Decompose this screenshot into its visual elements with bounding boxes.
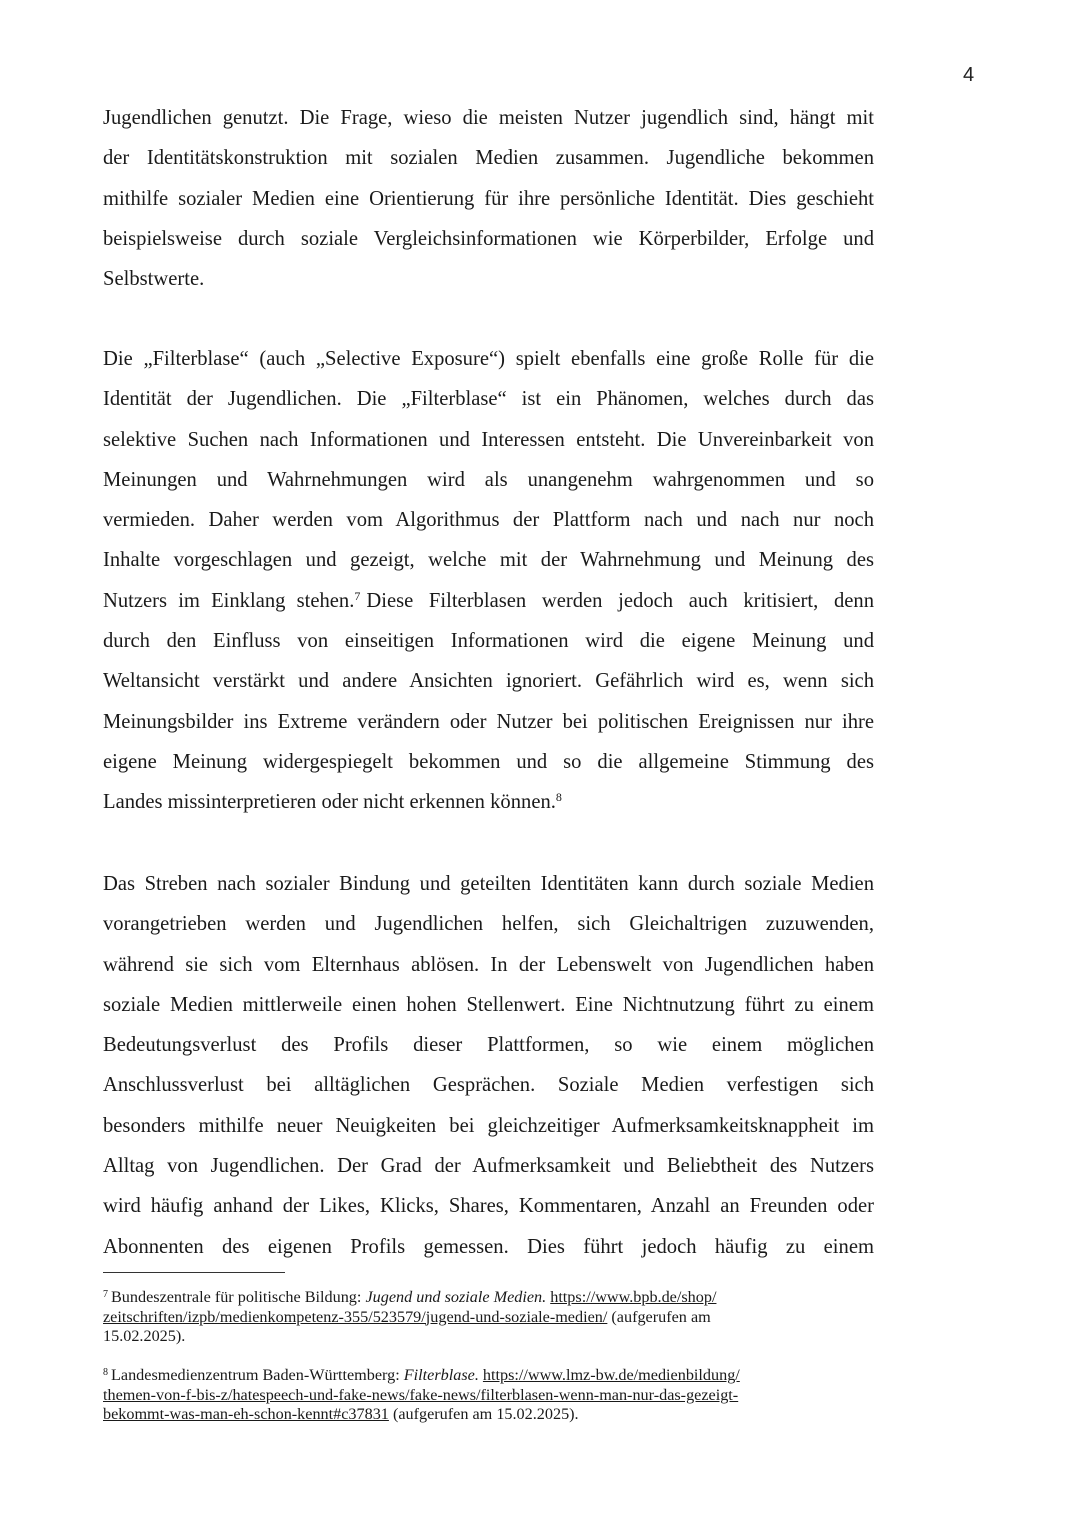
footnote-link[interactable]: zeitschriften/izpb/medienkompetenz-355/523579/jugend-und-soziale-medien/ xyxy=(103,1307,608,1326)
text-line: Weltansicht verstärkt und andere Ansichten ignoriert. Gefährlich wird es, wenn sich xyxy=(103,670,874,693)
footnote-accessed: (aufgerufen am 15.02.2025). xyxy=(392,1405,579,1423)
text-line: Abonnenten des eigenen Profils gemessen. Dies führt jedoch häufig zu einem xyxy=(103,1235,874,1258)
page-number: 4 xyxy=(963,64,975,86)
text-line: mithilfe sozialer Medien eine Orientierung für ihre persönliche Identität. Dies geschieht xyxy=(103,187,874,210)
footnote-line xyxy=(103,1308,823,1328)
footnote-title: Jugend und soziale Medien. xyxy=(365,1288,547,1306)
footnote-link[interactable]: themen-von-f-bis-z/hatespeech-und-fake-news/fake-news/filterblasen-wenn-man-nur-das-gezeigt- xyxy=(103,1385,739,1404)
footnote-line xyxy=(103,1327,823,1347)
footnote-source: Landesmedienzentrum Baden-Württemberg: xyxy=(111,1366,400,1384)
text-line: Das Streben nach sozialer Bindung und geteilten Identitäten kann durch soziale Medien xyxy=(103,873,874,895)
text-line: Alltag von Jugendlichen. Der Grad der Aufmerksamkeit und Beliebtheit des Nutzers xyxy=(103,1155,874,1178)
footnote-7 xyxy=(103,1288,823,1347)
text-line: Die „Filterblase“ (auch „Selective Exposure“) spielt ebenfalls eine große Rolle für die xyxy=(103,348,874,370)
footnote-source: Bundeszentrale für politische Bildung: xyxy=(111,1288,362,1306)
text-line: soziale Medien mittlerweile einen hohen Stellenwert. Eine Nichtnutzung führt zu einem xyxy=(103,993,874,1016)
text-line: vorangetrieben werden und Jugendlichen helfen, sich Gleichaltrigen zuzuwenden, xyxy=(103,913,874,936)
footnote-link[interactable]: https://www.lmz-bw.de/medienbildung/ xyxy=(482,1366,740,1384)
text-line: durch den Einfluss von einseitigen Informationen wird die eigene Meinung und xyxy=(103,630,874,653)
text-line: Identität der Jugendlichen. Die „Filterblase“ ist ein Phänomen, welches durch das xyxy=(103,388,874,411)
footnote-accessed: (aufgerufen am xyxy=(611,1307,711,1326)
footnote-accessed-date: 15.02.2025). xyxy=(103,1327,186,1345)
footnote-line xyxy=(103,1288,823,1308)
text-line: Bedeutungsverlust des Profils dieser Plattformen, so wie einem möglichen xyxy=(103,1034,874,1057)
text-line: selektive Suchen nach Informationen und Interessen entsteht. Die Unvereinbarkeit von xyxy=(103,428,874,451)
text-line: Nutzers im Einklang stehen.$^7$ Diese Filterblasen werden jedoch auch kritisiert, denn xyxy=(103,588,874,612)
footnote-separator xyxy=(103,1272,285,1273)
footnote-link[interactable]: https://www.bpb.de/shop/ xyxy=(550,1288,717,1306)
text-line: wird häufig anhand der Likes, Klicks, Shares, Kommentaren, Anzahl an Freunden oder xyxy=(103,1195,874,1218)
text-line: der Identitätskonstruktion mit sozialen Medien zusammen. Jugendliche bekommen xyxy=(103,147,874,170)
footnote-marker: 8 xyxy=(103,1367,108,1378)
text-line: Inhalte vorgeschlagen und gezeigt, welche mit der Wahrnehmung und Meinung des xyxy=(103,549,874,572)
footnote-ref-7[interactable]: 7 xyxy=(354,588,361,603)
footnote-line xyxy=(103,1386,823,1406)
paragraph-filterblase xyxy=(103,339,874,823)
text-line: Landes missinterpretieren oder nicht erkennen können.$^8$ xyxy=(103,790,562,814)
paragraph-identity xyxy=(103,98,874,299)
text-line: beispielsweise durch soziale Vergleichsinformationen wie Körperbilder, Erfolge und xyxy=(103,227,874,250)
text-line: Selbstwerte. xyxy=(103,268,205,291)
text-line: Meinungsbilder ins Extreme verändern oder Nutzer bei politischen Ereignissen nur ihre xyxy=(103,710,874,733)
footnote-line xyxy=(103,1366,823,1386)
text-line: vermieden. Daher werden vom Algorithmus der Plattform nach und nach nur noch xyxy=(103,509,874,532)
footnote-link[interactable]: bekommt-was-man-eh-schon-kennt#c37831 xyxy=(103,1405,389,1423)
text-line: während sie sich vom Elternhaus ablösen. In der Lebenswelt von Jugendlichen haben xyxy=(103,953,874,976)
text-line: Anschlussverlust bei alltäglichen Gesprächen. Soziale Medien verfestigen sich xyxy=(103,1074,874,1097)
footnote-marker: 7 xyxy=(103,1289,108,1300)
text-line: besonders mithilfe neuer Neuigkeiten bei gleichzeitiger Aufmerksamkeitsknappheit im xyxy=(103,1114,874,1137)
footnote-ref-8[interactable]: 8 xyxy=(555,790,562,805)
footnote-8 xyxy=(103,1366,823,1425)
footnote-title: Filterblase. xyxy=(403,1366,479,1384)
text-line: Meinungen und Wahrnehmungen wird als unangenehm wahrgenommen und so xyxy=(103,468,874,491)
footnote-line xyxy=(103,1405,823,1425)
text-line: eigene Meinung widergespiegelt bekommen und so die allgemeine Stimmung des xyxy=(103,750,874,773)
text-line: Jugendlichen genutzt. Die Frage, wieso die meisten Nutzer jugendlich sind, hängt mit xyxy=(103,107,874,129)
paragraph-social-bonding xyxy=(103,864,874,1267)
